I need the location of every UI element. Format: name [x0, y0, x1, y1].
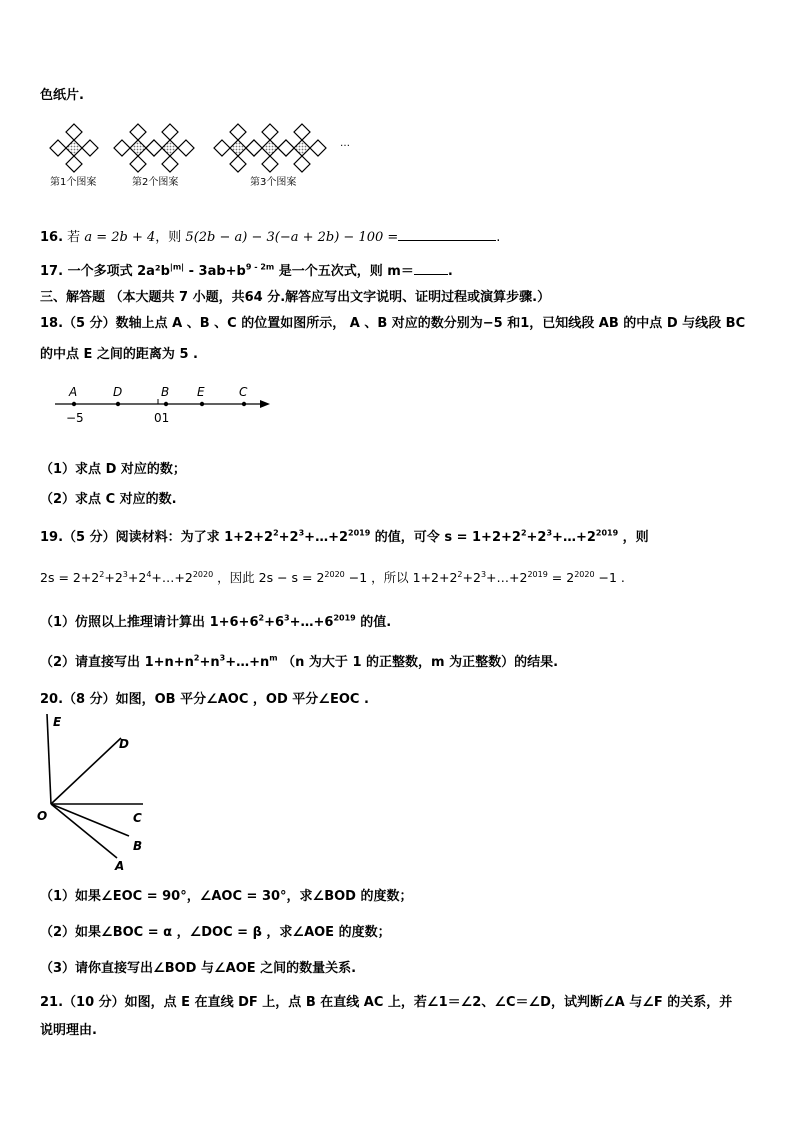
q19-part-2	[40, 651, 558, 670]
q19-l1-exp-e: 3	[546, 528, 553, 538]
q16-number: 16.	[40, 230, 64, 245]
pattern-3-center-diamond	[230, 140, 246, 156]
q18-line-1: 18.（5 分）数轴上点 A 、B 、C 的位置如图所示， A 、B 对应的数分别为−5 和1，已知线段 AB 的中点 D 与线段 BC	[40, 316, 746, 331]
pattern-2-left-diamond	[114, 140, 130, 156]
q19-p1-exp-b: 3	[284, 613, 290, 623]
pattern-2-bottom-diamond	[130, 156, 146, 172]
q19-l1-exp-b: 3	[298, 528, 305, 538]
question-17	[40, 260, 453, 279]
label-a: A	[69, 385, 78, 399]
q18-part-1: （1）求点 D 对应的数；	[40, 462, 186, 477]
q21-line-1: 21.（10 分）如图，点 E 在直线 DF 上，点 B 在直线 AC 上，若∠1＝∠2、∠C＝∠D，试判断∠A 与∠F 的关系，并	[40, 995, 733, 1010]
q17-exp1: |m|	[169, 262, 185, 272]
point-c-dot	[242, 402, 246, 406]
pattern-1-right-diamond	[82, 140, 98, 156]
q19-p1-d: 的值.	[355, 615, 392, 630]
q19-l2-exp-d: 2020	[192, 569, 214, 579]
label-d: D	[113, 385, 123, 399]
pattern-1-center-diamond	[66, 140, 82, 156]
q19-l2-exp-i: 2020	[574, 569, 595, 579]
pattern-3-bottom-diamond	[262, 156, 278, 172]
pattern-3-left-diamond	[246, 140, 262, 156]
q19-p1-c: +…+6	[289, 615, 334, 630]
pattern-3-left-diamond	[278, 140, 294, 156]
q19-p2-exp-c: m	[269, 653, 278, 663]
pattern-figure	[40, 118, 360, 193]
tick-label-01: 01	[154, 411, 170, 425]
pattern-2-top-diamond	[130, 124, 146, 140]
q19-l1-exp-f: 2019	[595, 528, 619, 538]
label-a: A	[115, 859, 125, 872]
q19-p2-a: （2）请直接写出 1+n+n	[40, 655, 194, 670]
q19-l1-exp-c: 2019	[348, 528, 371, 538]
q17-after: 是一个五次式，则 m＝	[274, 264, 414, 279]
q19-p1-exp-c: 2019	[333, 613, 356, 623]
q20-part-2: （2）如果∠BOC = α ，∠DOC = β ，求∠AOE 的度数；	[40, 925, 391, 940]
pattern-3-left-diamond	[214, 140, 230, 156]
q19-l2-exp-f: 2	[457, 569, 463, 579]
pattern-1-left-diamond	[50, 140, 66, 156]
angle-figure	[35, 712, 155, 872]
point-a-dot	[72, 402, 76, 406]
q20-part-1: （1）如果∠EOC = 90°，∠AOC = 30°，求∠BOD 的度数；	[40, 889, 413, 904]
q19-l2-h: +…+2	[486, 570, 528, 585]
number-line-arrow	[260, 400, 270, 408]
pattern-ellipsis: …	[340, 138, 350, 149]
q19-l2-j: −1 .	[594, 570, 625, 585]
q16-given: a = 2b + 4	[84, 230, 156, 245]
q19-l1-d: 的值，可令 s = 1+2+2	[370, 530, 521, 545]
q17-mid: - 3ab+b	[184, 264, 246, 279]
q19-part-1	[40, 611, 391, 630]
q19-l1-g: ，则	[618, 530, 649, 545]
tick-label-minus5: −5	[66, 411, 84, 425]
q19-p1-exp-a: 2	[258, 613, 265, 623]
q19-p2-c: +…+n	[225, 655, 270, 670]
number-line-figure	[50, 382, 280, 426]
q19-l2-f: −1 ，所以 1+2+2	[344, 570, 458, 585]
q19-l1-b: +2	[278, 530, 299, 545]
q19-l2-a: 2s = 2+2	[40, 570, 100, 585]
q19-l2-exp-g: 3	[480, 569, 487, 579]
q16-tail: .	[496, 230, 501, 245]
q19-line-1	[40, 526, 649, 545]
pattern-2-center-diamond	[162, 140, 178, 156]
label-c: C	[239, 385, 248, 399]
pattern-3-top-diamond	[294, 124, 310, 140]
q19-l2-c: +2	[127, 570, 147, 585]
label-e: E	[53, 715, 62, 729]
q19-l2-i: = 2	[547, 570, 575, 585]
q19-p2-d: （n 为大于 1 的正整数，m 为正整数）的结果.	[277, 655, 559, 670]
q19-l2-e: ，因此 2s − s = 2	[213, 570, 325, 585]
q19-line-2	[40, 568, 625, 586]
pattern-3-top-diamond	[230, 124, 246, 140]
q19-l2-exp-c: 4	[146, 569, 152, 579]
q18-line-2: 的中点 E 之间的距离为 5 .	[40, 347, 198, 362]
pattern-1-bottom-diamond	[66, 156, 82, 172]
label-b: B	[161, 385, 170, 399]
q16-expression: 5(2b − a) − 3(−a + 2b) − 100 =	[185, 230, 399, 245]
pattern-label-2: 第2个图案	[132, 177, 179, 188]
q19-l1-exp-d: 2	[520, 528, 527, 538]
q20-part-3: （3）请你直接写出∠BOD 与∠AOE 之间的数量关系.	[40, 961, 357, 976]
label-b: B	[133, 839, 143, 853]
q17-exp2: 9 - 2m	[245, 262, 275, 272]
pattern-label-3: 第3个图案	[250, 177, 297, 188]
q19-l2-b: +2	[104, 570, 123, 585]
pattern-2-top-diamond	[162, 124, 178, 140]
q19-p2-b: +n	[199, 655, 220, 670]
q19-l1-e: +2	[526, 530, 547, 545]
point-b-dot	[164, 402, 168, 406]
pattern-2-bottom-diamond	[162, 156, 178, 172]
q19-l1-exp-a: 2	[273, 528, 279, 538]
q19-l1-c: +…+2	[304, 530, 349, 545]
q16-answer-blank[interactable]	[398, 240, 496, 241]
label-d: D	[119, 737, 129, 751]
ray-oa	[51, 804, 117, 858]
point-e-dot	[200, 402, 204, 406]
q19-l2-g: +2	[462, 570, 481, 585]
pattern-1-top-diamond	[66, 124, 82, 140]
q19-l1-f: +…+2	[552, 530, 596, 545]
q21-line-2: 说明理由.	[40, 1023, 97, 1038]
label-c: C	[133, 811, 142, 825]
q18-part-2: （2）求点 C 对应的数.	[40, 492, 177, 507]
q19-p2-exp-b: 3	[219, 653, 226, 663]
pattern-2-left-diamond	[146, 140, 162, 156]
q19-l2-d: +…+2	[151, 570, 193, 585]
pattern-2-right-diamond	[178, 140, 194, 156]
q17-answer-blank[interactable]	[414, 274, 448, 275]
ray-ob	[51, 804, 129, 836]
q17-tail: .	[447, 264, 453, 279]
q19-l2-exp-a: 2	[99, 569, 105, 579]
q19-l1-a: 19.（5 分）阅读材料：为了求 1+2+2	[40, 530, 274, 545]
pattern-label-1: 第1个图案	[50, 177, 97, 188]
point-d-dot	[116, 402, 120, 406]
pattern-3-bottom-diamond	[230, 156, 246, 172]
q19-p1-a: （1）仿照以上推理请计算出 1+6+6	[40, 615, 259, 630]
pattern-2-center-diamond	[130, 140, 146, 156]
q17-text: 一个多项式 2a²b	[67, 264, 170, 279]
pattern-3-center-diamond	[262, 140, 278, 156]
q19-l2-exp-b: 3	[122, 569, 128, 579]
q20-line-1: 20.（8 分）如图，OB 平分∠AOC ，OD 平分∠EOC .	[40, 692, 369, 707]
section-3-heading: 三、解答题 （本大题共 7 小题，共64 分.解答应写出文字说明、证明过程或演算步骤.）	[40, 290, 551, 305]
question-16	[40, 226, 500, 245]
ray-od	[51, 738, 121, 804]
pattern-3-center-diamond	[294, 140, 310, 156]
pattern-3-bottom-diamond	[294, 156, 310, 172]
q19-p1-b: +6	[264, 615, 285, 630]
q16-mid: ，则	[155, 230, 182, 245]
q16-prefix: 若	[67, 230, 81, 245]
pattern-3-top-diamond	[262, 124, 278, 140]
pattern-3-right-diamond	[310, 140, 326, 156]
q17-number: 17.	[40, 264, 64, 279]
ray-oe	[47, 714, 51, 804]
intro-tail-text: 色纸片.	[40, 88, 84, 103]
q19-p2-exp-a: 2	[193, 653, 200, 663]
q19-l2-exp-h: 2019	[527, 569, 548, 579]
q19-l2-exp-e: 2020	[324, 569, 345, 579]
label-o: O	[37, 809, 48, 823]
label-e: E	[197, 385, 205, 399]
